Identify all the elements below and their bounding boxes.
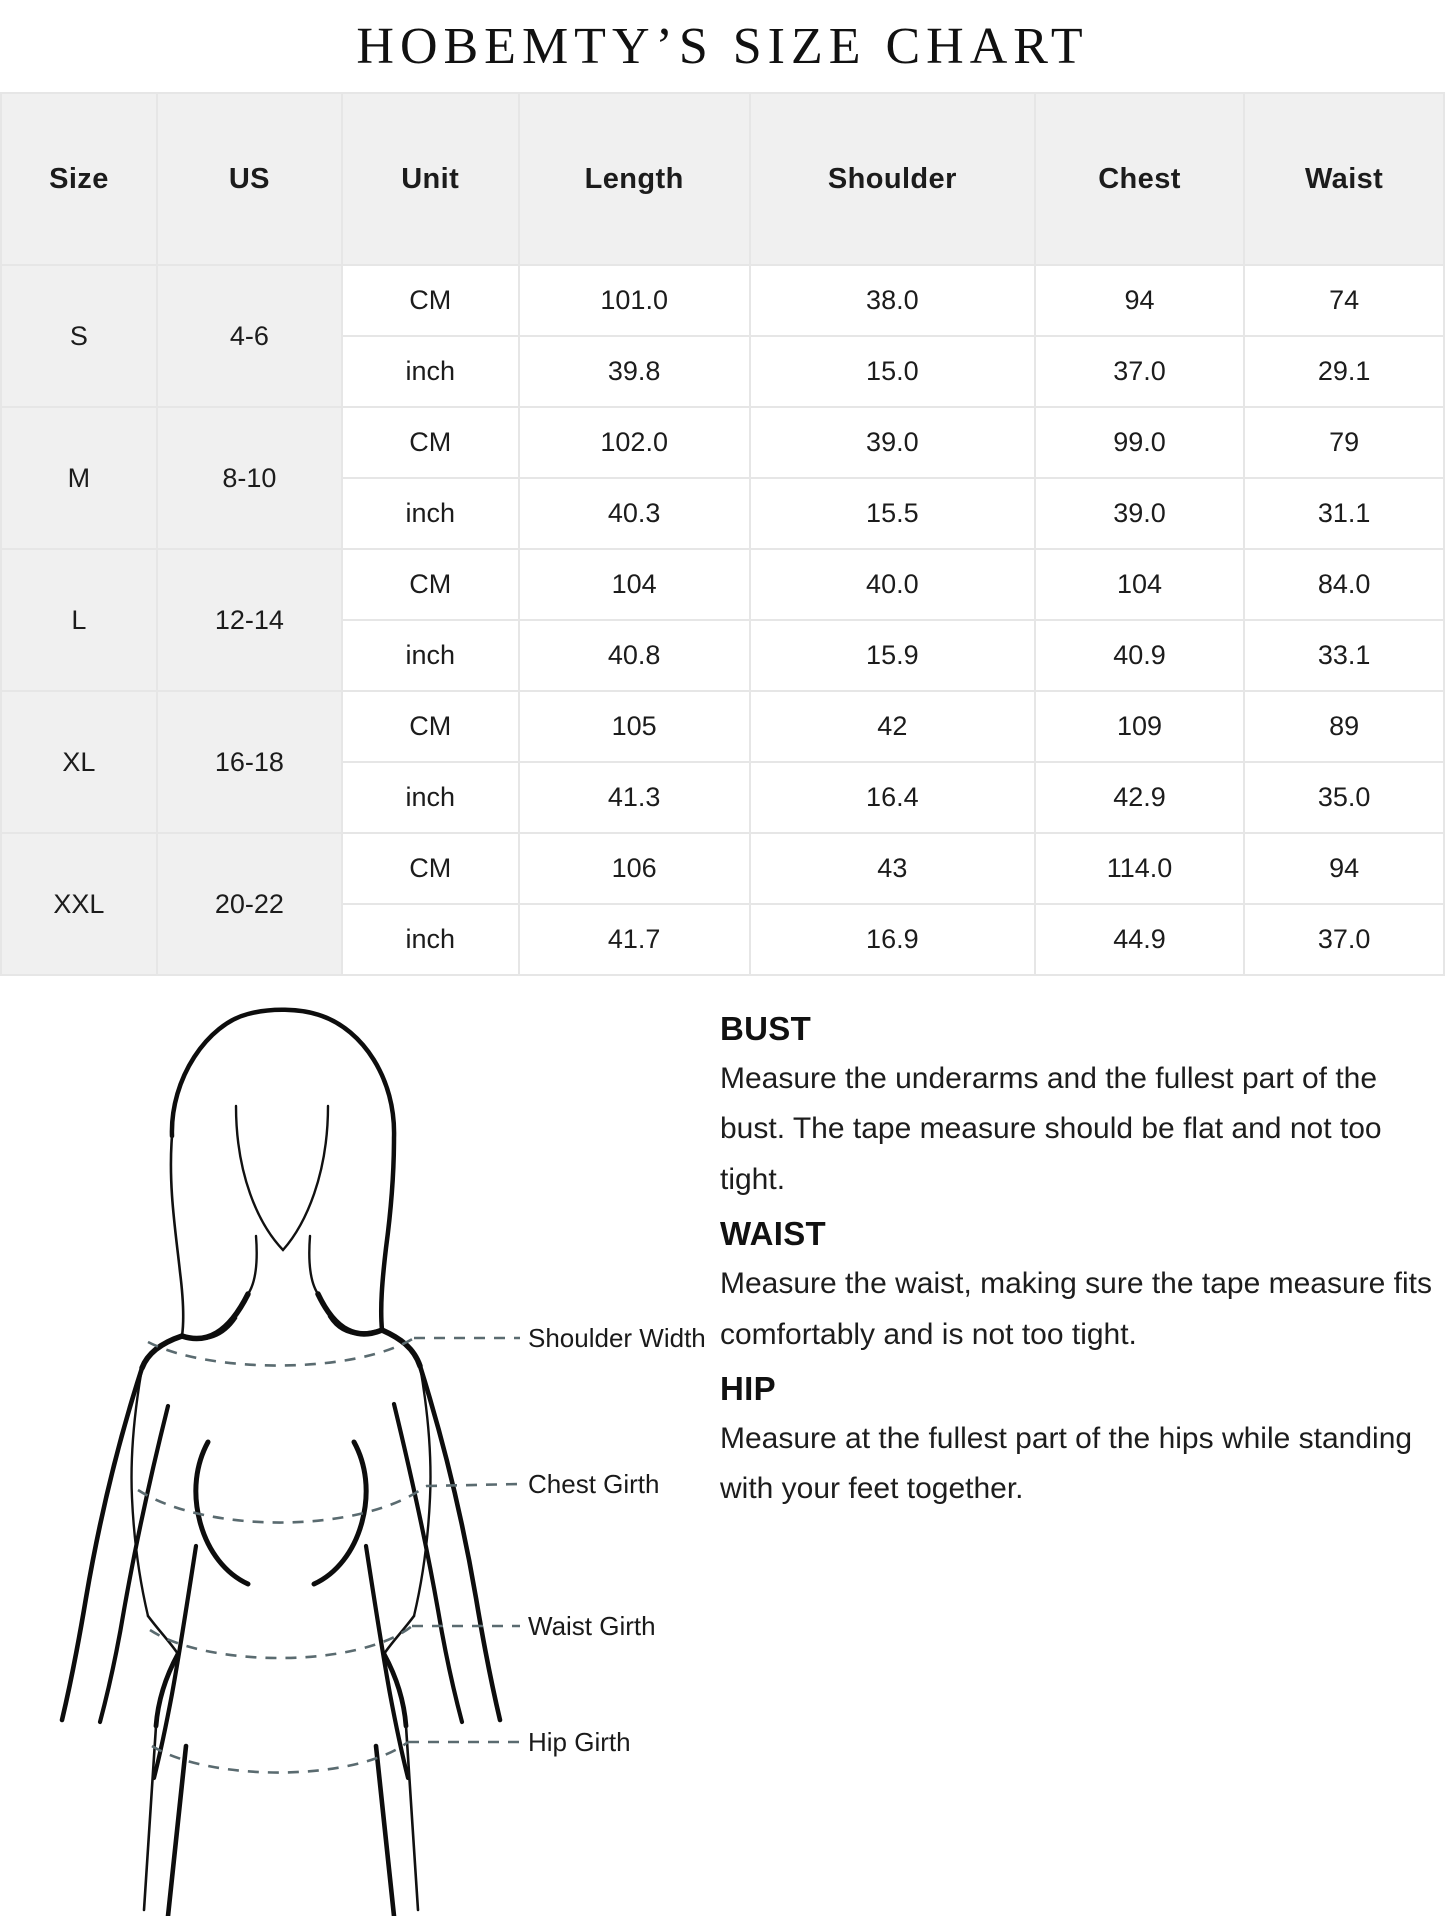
table-row <box>1 549 1444 620</box>
table-header <box>1 93 1444 265</box>
label-chest-girth: Chest Girth <box>528 1469 660 1499</box>
instruction-body-bust: Measure the underarms and the fullest part of the bust. The tape measure should be flat and not too tight. <box>720 1062 1382 1196</box>
cell-us: 12-14 <box>157 549 342 691</box>
cell-shoulder-inch: 15.0 <box>750 336 1035 407</box>
column-header-unit: Unit <box>342 93 519 265</box>
cell-length-inch: 40.8 <box>519 620 750 691</box>
cell-length-cm: 102.0 <box>519 407 750 478</box>
cell-chest-inch: 37.0 <box>1035 336 1244 407</box>
cell-length-inch: 39.8 <box>519 336 750 407</box>
column-header-chest: Chest <box>1035 93 1244 265</box>
cell-length-cm: 106 <box>519 833 750 904</box>
cell-shoulder-inch: 16.9 <box>750 904 1035 975</box>
cell-waist-inch: 31.1 <box>1244 478 1444 549</box>
cell-chest-cm: 94 <box>1035 265 1244 336</box>
cell-waist-cm: 94 <box>1244 833 1444 904</box>
cell-size: XXL <box>1 833 157 975</box>
cell-chest-inch: 44.9 <box>1035 904 1244 975</box>
cell-unit-cm: CM <box>342 407 519 478</box>
cell-shoulder-cm: 40.0 <box>750 549 1035 620</box>
measurement-guide-section <box>0 976 1445 1916</box>
cell-unit-cm: CM <box>342 265 519 336</box>
cell-shoulder-cm: 43 <box>750 833 1035 904</box>
cell-unit-inch: inch <box>342 478 519 549</box>
column-header-length: Length <box>519 93 750 265</box>
cell-shoulder-inch: 16.4 <box>750 762 1035 833</box>
cell-length-cm: 104 <box>519 549 750 620</box>
cell-shoulder-inch: 15.5 <box>750 478 1035 549</box>
instruction-heading-bust: BUST <box>720 1010 812 1047</box>
cell-waist-inch: 33.1 <box>1244 620 1444 691</box>
table-row <box>1 691 1444 762</box>
cell-us: 16-18 <box>157 691 342 833</box>
measurement-instructions <box>720 986 1445 1916</box>
column-header-us: US <box>157 93 342 265</box>
cell-chest-cm: 104 <box>1035 549 1244 620</box>
instruction-heading-waist: WAIST <box>720 1215 826 1253</box>
cell-length-inch: 41.7 <box>519 904 750 975</box>
cell-chest-cm: 114.0 <box>1035 833 1244 904</box>
hip-measure-line <box>152 1742 408 1773</box>
cell-chest-inch: 40.9 <box>1035 620 1244 691</box>
title-bar <box>0 0 1445 92</box>
instruction-body-waist: Measure the waist, making sure the tape measure fits comfortably and is not too tight. <box>720 1267 1433 1351</box>
body-figure-pane <box>0 986 720 1916</box>
column-header-size: Size <box>1 93 157 265</box>
cell-size: XL <box>1 691 157 833</box>
cell-shoulder-cm: 39.0 <box>750 407 1035 478</box>
cell-waist-cm: 84.0 <box>1244 549 1444 620</box>
cell-length-inch: 41.3 <box>519 762 750 833</box>
cell-size: L <box>1 549 157 691</box>
column-header-waist: Waist <box>1244 93 1444 265</box>
column-header-shoulder: Shoulder <box>750 93 1035 265</box>
size-chart-table <box>0 92 1445 976</box>
cell-us: 20-22 <box>157 833 342 975</box>
cell-unit-cm: CM <box>342 691 519 762</box>
female-body-diagram-icon <box>0 986 720 1916</box>
cell-us: 4-6 <box>157 265 342 407</box>
shoulder-measure-line <box>148 1338 414 1366</box>
cell-waist-inch: 35.0 <box>1244 762 1444 833</box>
cell-unit-cm: CM <box>342 833 519 904</box>
cell-size: M <box>1 407 157 549</box>
table-row <box>1 265 1444 336</box>
cell-unit-inch: inch <box>342 620 519 691</box>
cell-length-cm: 105 <box>519 691 750 762</box>
cell-chest-cm: 99.0 <box>1035 407 1244 478</box>
cell-unit-cm: CM <box>342 549 519 620</box>
cell-length-cm: 101.0 <box>519 265 750 336</box>
cell-length-inch: 40.3 <box>519 478 750 549</box>
label-waist-girth: Waist Girth <box>528 1611 656 1641</box>
label-shoulder-width: Shoulder Width <box>528 1323 706 1353</box>
cell-chest-cm: 109 <box>1035 691 1244 762</box>
chest-leader-line <box>426 1484 520 1486</box>
page-title: HOBEMTY’S SIZE CHART <box>356 17 1089 75</box>
table-row <box>1 407 1444 478</box>
cell-chest-inch: 42.9 <box>1035 762 1244 833</box>
cell-size: S <box>1 265 157 407</box>
waist-measure-line <box>150 1626 412 1658</box>
cell-unit-inch: inch <box>342 904 519 975</box>
cell-shoulder-inch: 15.9 <box>750 620 1035 691</box>
table-header-row <box>1 93 1444 265</box>
cell-shoulder-cm: 42 <box>750 691 1035 762</box>
table-body <box>1 265 1444 975</box>
cell-shoulder-cm: 38.0 <box>750 265 1035 336</box>
table-row <box>1 833 1444 904</box>
cell-unit-inch: inch <box>342 336 519 407</box>
cell-waist-cm: 89 <box>1244 691 1444 762</box>
cell-waist-inch: 37.0 <box>1244 904 1444 975</box>
cell-waist-cm: 79 <box>1244 407 1444 478</box>
label-hip-girth: Hip Girth <box>528 1727 631 1757</box>
chest-measure-line <box>138 1486 426 1523</box>
cell-unit-inch: inch <box>342 762 519 833</box>
cell-waist-inch: 29.1 <box>1244 336 1444 407</box>
cell-chest-inch: 39.0 <box>1035 478 1244 549</box>
instruction-body-hip: Measure at the fullest part of the hips while standing with your feet together. <box>720 1421 1413 1506</box>
cell-waist-cm: 74 <box>1244 265 1444 336</box>
cell-us: 8-10 <box>157 407 342 549</box>
instruction-heading-hip: HIP <box>720 1369 776 1407</box>
